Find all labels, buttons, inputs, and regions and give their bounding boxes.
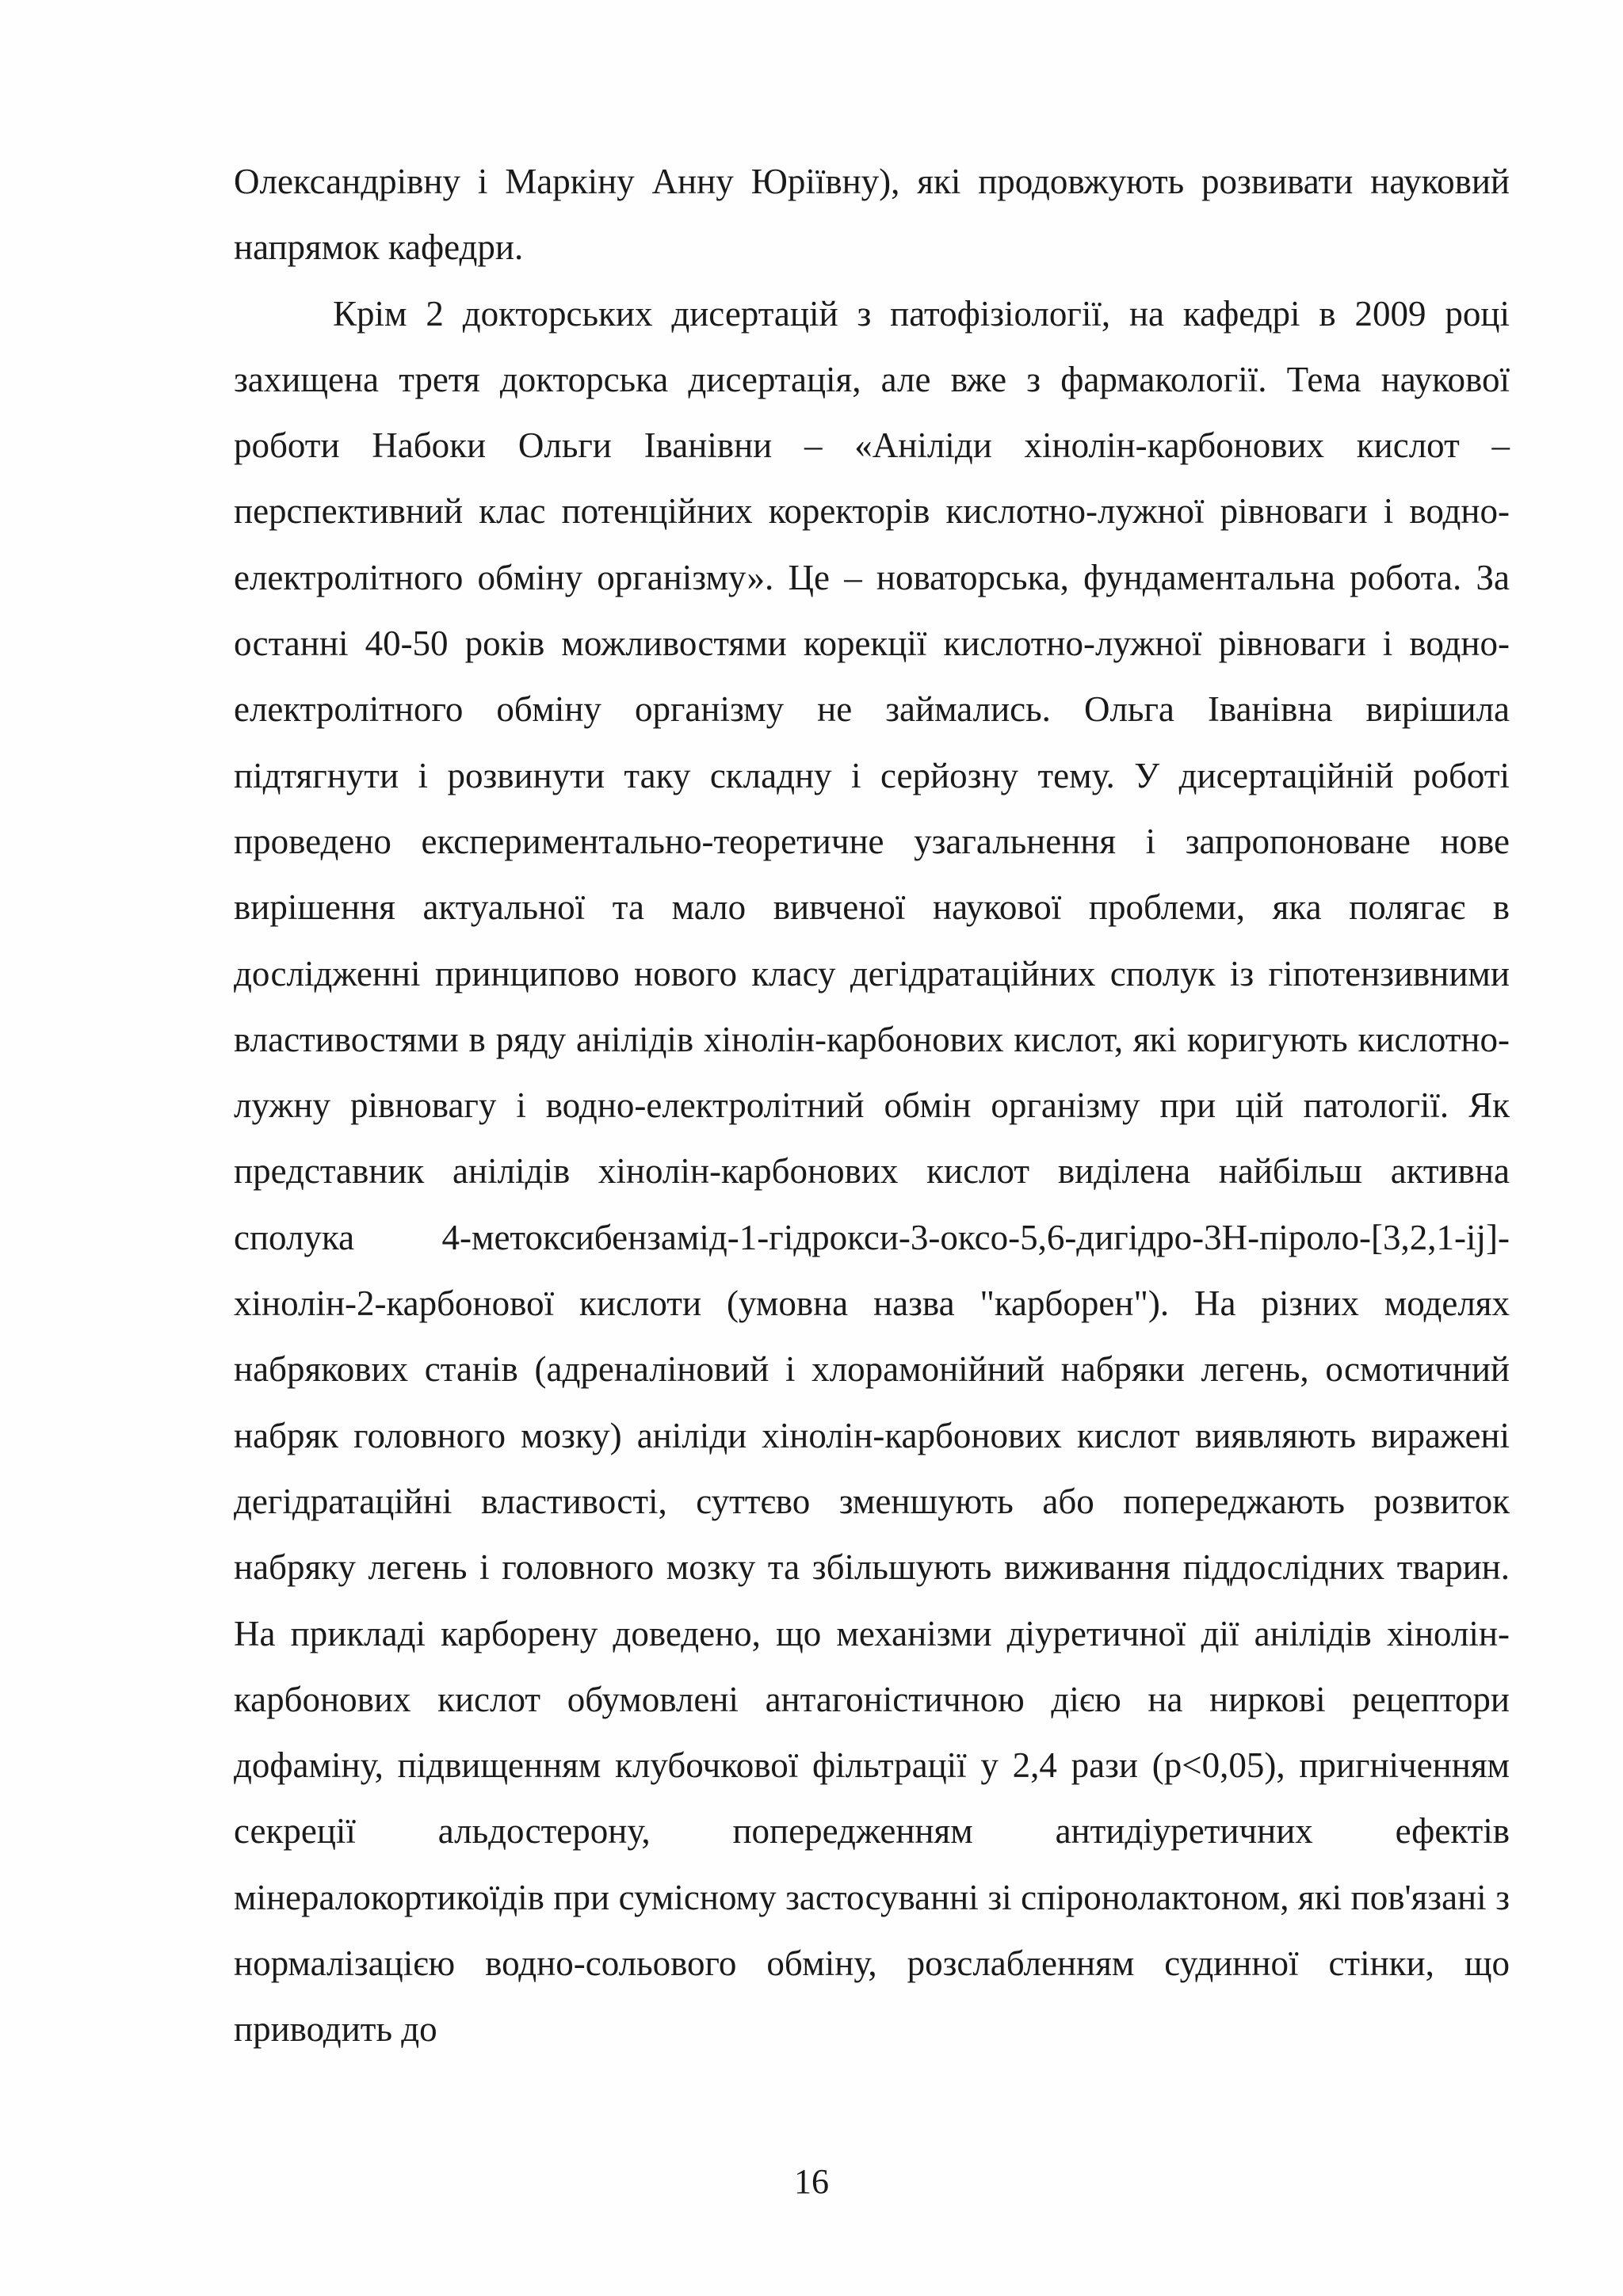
paragraph-continuation: Олександрівну і Маркіну Анну Юріївну), які продовжують розвивати науковий напрямок кафедри. [234, 162, 1510, 268]
body-text [234, 149, 1510, 2063]
page-number: 16 [794, 2162, 829, 2201]
paragraph-dissertation: Крім 2 докторських дисертацій з патофізіології, на кафедрі в 2009 році захищена третя докторська дисертація, але вже з фармакології. Тема наукової роботи Набоки Ольги Іванівни – «Аніліди хінолін-карбонових кислот – перспективний клас потенційних коректорів кислотно-лужної рівноваги і водно-електролітного обміну організму». Це – новаторська, фундаментальна робота. За останні 40-50 років можливостями корекції кислотно-лужної рівноваги і водно-електролітного обміну організму не займались. Ольга Іванівна вирішила підтягнути і розвинути таку складну і серйозну тему. У дисертаційній роботі проведено експериментально-теоретичне узагальнення і запропоноване нове вирішення актуальної та мало вивченої наукової проблеми, яка полягає в дослідженні принципово нового класу дегідратаційних сполук із гіпотензивними властивостями в ряду анілідів хінолін-карбонових кислот, які коригують кислотно-лужну рівновагу і водно-електролітний обмін організму при цій патології. Як представник анілідів хінолін-карбонових кислот виділена найбільш активна сполука 4-метоксибензамід-1-гідрокси-3-оксо-5,6-дигідро-3Н-піроло-[3,2,1-ij]-хінолін-2-карбонової кислоти (умовна назва "карборен"). На різних моделях набрякових станів (адреналіновий і хлорамонійний набряки легень, осмотичний набряк головного мозку) аніліди хінолін-карбонових кислот виявляють виражені дегідратаційні властивості, суттєво зменшують або попереджають розвиток набряку легень і головного мозку та збільшують виживання піддослідних тварин. На прикладі карборену доведено, що механізми діуретичної дії анілідів хінолін-карбонових кислот обумовлені антагоністичною дією на ниркові рецептори дофаміну, підвищенням клубочкової фільтрації у 2,4 рази (р<0,05), пригніченням секреції альдостерону, попередженням антидіуретичних ефектів мінералокортикоїдів при сумісному застосуванні зі спіронолактоном, які пов'язані з нормалізацією водно-сольового обміну, розслабленням судинної стінки, що приводить до [234, 293, 1510, 2050]
